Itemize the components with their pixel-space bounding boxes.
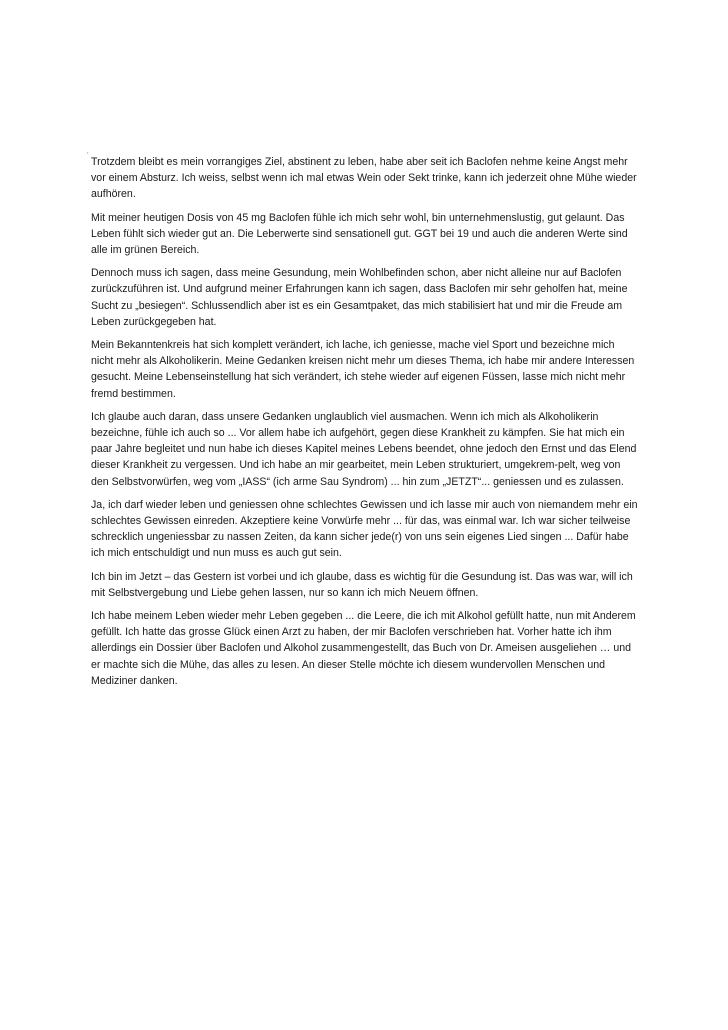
- paragraph-2: Mit meiner heutigen Dosis von 45 mg Baclofen fühle ich mich sehr wohl, bin unternehmenslustig, gut gelaunt. Das Leben fühlt sich wieder gut an. Die Leberwerte sind sensationell gut. GGT bei 19 und auch die anderen Werte sind alle im grünen Bereich.: [91, 211, 628, 257]
- paragraph-4: Mein Bekanntenkreis hat sich komplett verändert, ich lache, ich geniesse, mache viel Sport und bezeichne mich nicht mehr als Alkoholikerin. Meine Gedanken kreisen nicht mehr um dieses Thema, ich habe mir andere Interessen gesucht. Meine Lebenseinstellung hat sich verändert, ich stehe wieder auf eigenen Füssen, lasse mich nicht mehr fremd bestimmen.: [91, 339, 635, 400]
- document-body: [91, 154, 639, 696]
- paragraph-1: Trotzdem bleibt es mein vorrangiges Ziel, abstinent zu leben, habe aber seit ich Baclofen nehme keine Angst mehr vor einem Absturz. Ich weiss, selbst wenn ich mal etwas Wein oder Sekt trinke, kann ich jederzeit ohne Mühe wieder aufhören.: [91, 156, 637, 201]
- paragraph-7: Ich bin im Jetzt – das Gestern ist vorbei und ich glaube, dass es wichtig für die Gesundung ist. Das was war, will ich mit Selbstvergebung und Liebe gehen lassen, nur so kann ich mich Neuem öffnen.: [91, 570, 633, 599]
- paragraph-3: Dennoch muss ich sagen, dass meine Gesundung, mein Wohlbefinden schon, aber nicht alleine nur auf Baclofen zurückzuführen ist. Und aufgrund meiner Erfahrungen kann ich sagen, dass Baclofen mir sehr geholfen hat, meine Sucht zu „besiegen“. Schlussendlich aber ist es ein Gesamtpaket, das mich stabilisiert hat und mir die Freude am Leben zurückgegeben hat.: [91, 267, 628, 328]
- paragraph-5: Ich glaube auch daran, dass unsere Gedanken unglaublich viel ausmachen. Wenn ich mich als Alkoholikerin bezeichne, fühle ich auch so ... Vor allem habe ich aufgehört, gegen diese Krankheit zu kämpfen. Sie hat mich ein paar Jahre begleitet und nun habe ich dieses Kapitel meines Lebens beendet, ohne jedoch den Ernst und das Elend dieser Krankheit zu vergessen. Und ich habe an mir gearbeitet, mein Leben strukturiert, umgekrem-pelt, weg von den Selbstvorwürfen, weg vom „IASS“ (ich arme Sau Syndrom) ... hin zum „JETZT“... geniessen und es zulassen.: [91, 410, 637, 488]
- annotation-marker: ': [87, 151, 89, 160]
- paragraph-6: Ja, ich darf wieder leben und geniessen ohne schlechtes Gewissen und ich lasse mir auch von niemandem mehr ein schlechtes Gewissen einreden. Akzeptiere keine Vorwürfe mehr ... für das, was einmal war. Ich war sicher teilweise schrecklich ungeniessbar zu nassen Zeiten, da kann sicher jede(r) von uns sein eigenes Lied singen ... Dafür habe ich mich entschuldigt und nun muss es auch gut sein.: [91, 498, 638, 560]
- paragraph-8: Ich habe meinem Leben wieder mehr Leben gegeben ... die Leere, die ich mit Alkohol gefüllt hatte, nun mit Anderem gefüllt. Ich hatte das grosse Glück einen Arzt zu haben, der mir Baclofen verschrieben hat. Vorher hatte ich ihm allerdings ein Dossier über Baclofen und Alkohol zusammengestellt, das Buch von Dr. Ameisen ausgeliehen … und er machte sich die Mühe, das alles zu lesen. An dieser Stelle möchte ich diesem wundervollen Menschen und Mediziner danken.: [91, 610, 636, 687]
